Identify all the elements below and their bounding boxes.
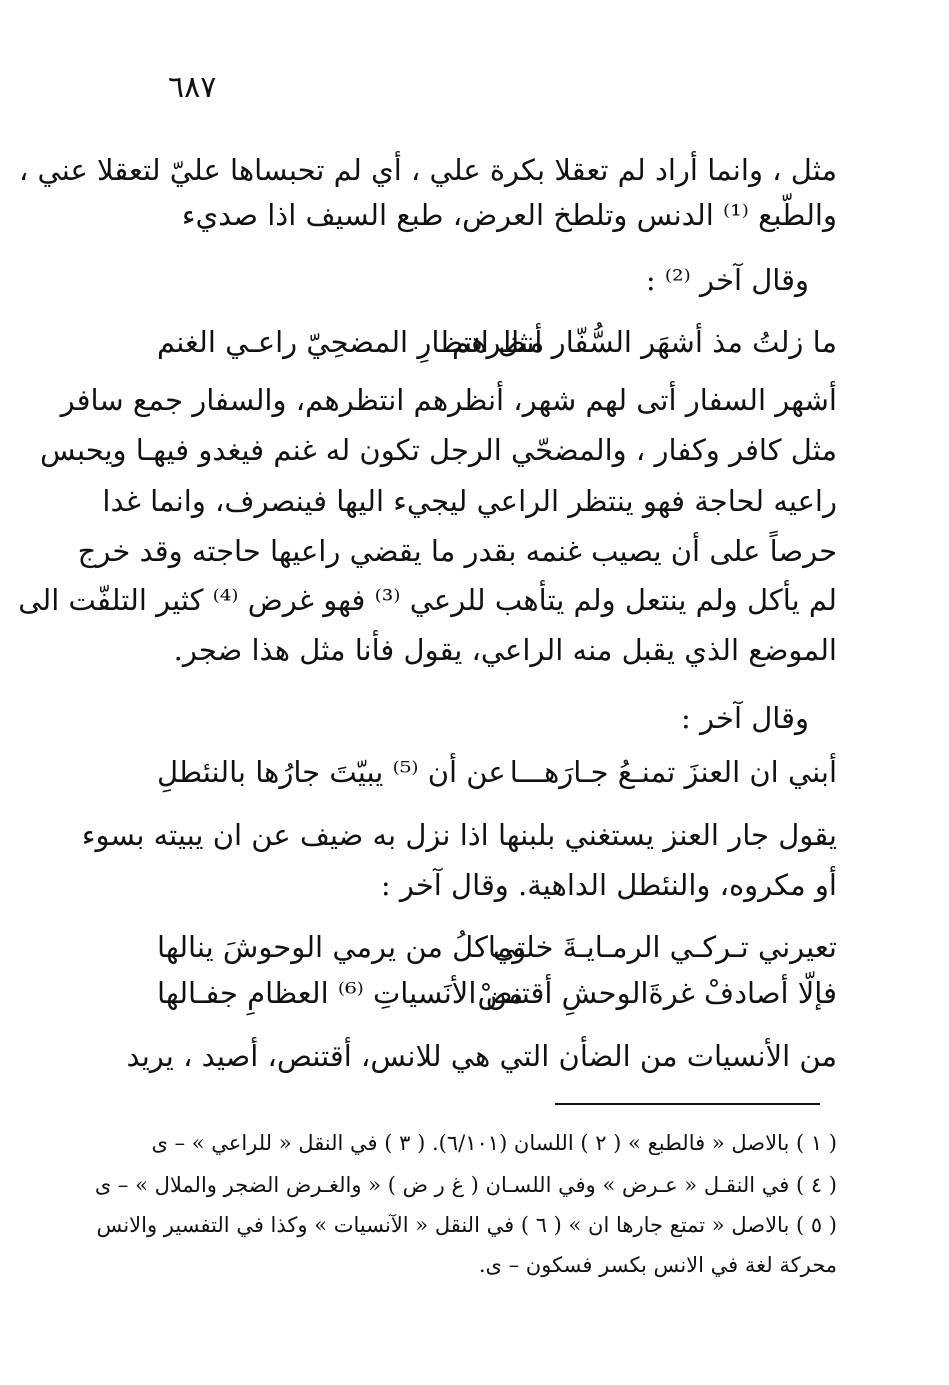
text-line: مثل كافر وكفار ، والمضحّي الرجل تكون له غنم فيغدو فيهـا ويحبس [40,433,837,467]
footnote-separator [555,1103,820,1105]
text-line: لم يأكل ولم ينتعل ولم يتأهب للرعي ⁽³⁾ فهو غرض ⁽⁴⁾ كثير التلفّت الى [18,583,837,617]
text-line: راعيه لحاجة فهو ينتظر الراعي ليجيء اليها فينصرف، وانما غدا [102,484,837,518]
text-line: والطّبع ⁽¹⁾ الدنس وتلطخ العرض، طبع السيف اذا صديء [181,198,837,232]
verse-hemistich-first: أبني ان العنزَ تمنـعُ جـارَهـــا [509,755,837,789]
text-line: من الأنسيات من الضأن التي هي للانس، أقتنص، أصيد ، يريد [126,1039,837,1073]
verse-hemistich-second: عن أن ⁽⁵⁾ يبيّتَ جارُها بالنئطلِ [157,755,506,789]
verse-line [157,973,837,1013]
text-line: يقول جار العنز يستغني بلبنها اذا نزل به ضيف عن ان يبيته بسوء [81,818,837,852]
verse-hemistich-second: وماكلُ من يرمي الوحوشَ ينالها [157,930,527,964]
footnote-line: ( ٥ ) بالاصل « تمتع جارها ان » ( ٦ ) في النقل « الآنسيات » وكذا في التفسير والانس [96,1213,837,1237]
verse-hemistich-first: فإلّا أصادفْ غرةَالوحشِ أقتنصْ [477,976,837,1010]
text-line: أو مكروه، والنئطل الداهية. وقال آخر : [380,868,837,902]
verse-hemistich-first: ما زلتُ مذ أشهَر السُّفّار أنظرهم [451,325,837,359]
text-line: مثل ، وانما أراد لم تعقلا بكرة علي ، أي لم تحبساها عليّ لتعقلا عني ، [18,153,837,187]
verse-line [157,752,837,792]
text-line: وقال آخر ⁽²⁾ : [645,263,809,297]
text-line: وقال آخر : [681,701,809,735]
text-line: الموضع الذي يقبل منه الراعي، يقول فأنا مثل هذا ضجر. [173,633,837,667]
text-line: أشهر السفار أتى لهم شهر، أنظرهم انتظرهم، والسفار جمع سافر [60,383,837,417]
verse-line [157,322,837,362]
verse-hemistich-second: مثل انتظارِ المضحِيّ راعـي الغنم [157,325,545,359]
footnote-line: محركة لغة في الانس بكسر فسكون – ى. [478,1253,837,1277]
footnote-line: ( ١ ) بالاصل « فالطبع » ( ٢ ) اللسان (٦/١٠١). ( ٣ ) في النقل « للراعي » – ى [151,1131,837,1155]
verse-line [157,927,837,967]
verse-hemistich-second: من الأنَسياتِ ⁽⁶⁾ العظامِ جفـالها [157,976,524,1010]
footnote-line: ( ٤ ) في النقـل « عـرض » وفي اللسـان ( غ ر ض ) « والغـرض الضجر والملال » – ى [94,1173,837,1197]
page-number: ٦٨٧ [168,70,217,105]
text-line: حرصاً على أن يصيب غنمه بقدر ما يقضي راعيها حاجته وقد خرج [77,534,837,568]
verse-hemistich-first: تعيرني تـركـي الرمـايـةَ خلتي [492,930,837,964]
